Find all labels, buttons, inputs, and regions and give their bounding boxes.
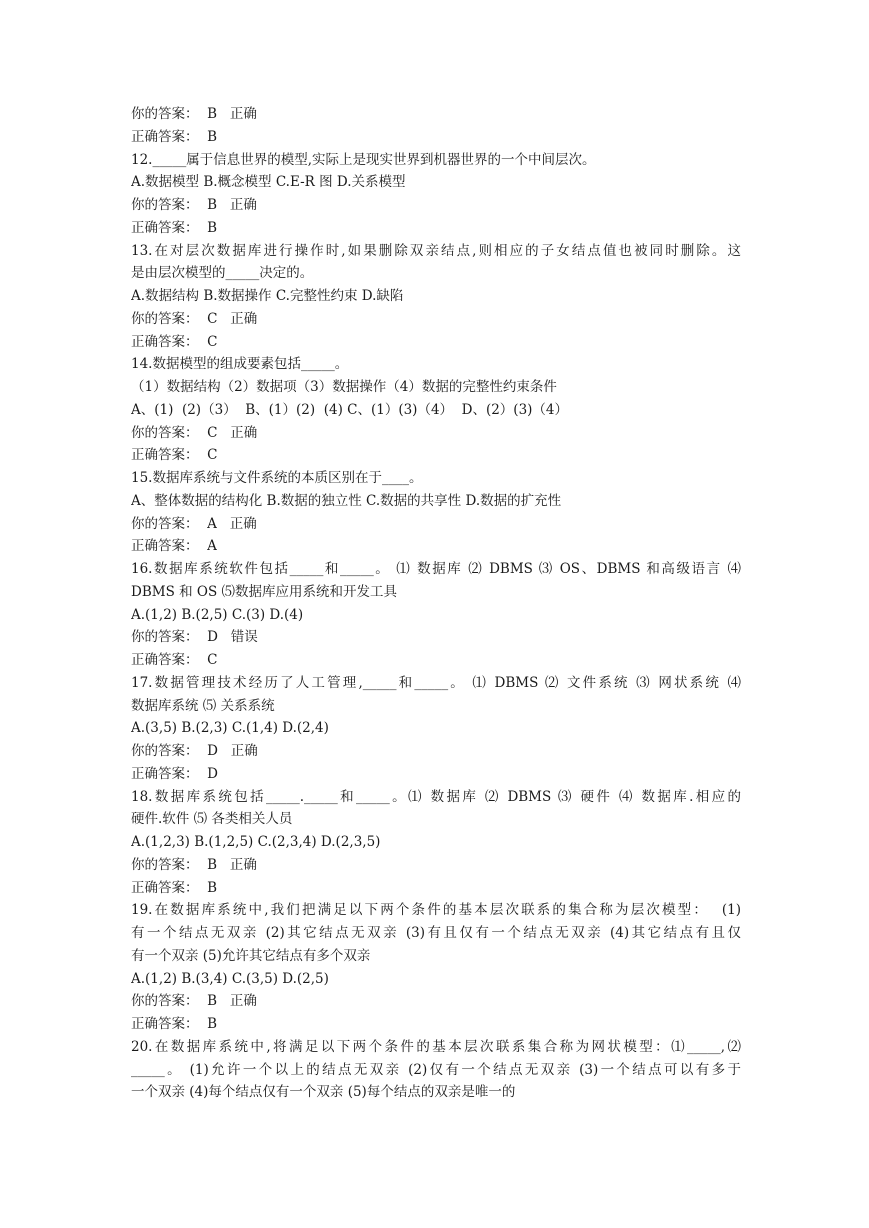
text-line: 你的答案： D 正确 bbox=[131, 743, 258, 759]
text-line: A.(1,2) B.(2,5) C.(3) D.(4) bbox=[131, 606, 304, 623]
text-line: 你的答案： C 正确 bbox=[131, 310, 258, 327]
text-line: 15.数据库系统与文件系统的本质区别在于____。 bbox=[131, 470, 423, 486]
text-line: 正确答案： D bbox=[131, 765, 218, 782]
text-line: 12._____属于信息世界的模型,实际上是现实世界到机器世界的一个中间层次。 bbox=[131, 151, 596, 168]
text-line: 20.在数据库系统中,将满足以下两个条件的基本层次联系集合称为网状模型：⑴_____,⑵ bbox=[131, 1038, 741, 1055]
text-line: 正确答案： A bbox=[131, 538, 217, 555]
text-line: A、整体数据的结构化 B.数据的独立性 C.数据的共享性 D.数据的扩充性 bbox=[131, 492, 562, 509]
text-line: 一个双亲 (4)每个结点仅有一个双亲 (5)每个结点的双亲是唯一的 bbox=[131, 1084, 516, 1101]
text-line: A.数据结构 B.数据操作 C.完整性约束 D.缺陷 bbox=[131, 288, 404, 304]
text-line: 正确答案： B bbox=[131, 879, 218, 896]
text-line: 你的答案： B 正确 bbox=[131, 197, 257, 213]
document-body bbox=[131, 103, 741, 1104]
text-line: 你的答案： D 错误 bbox=[131, 629, 258, 646]
text-line: 有一个双亲 (5)允许其它结点有多个双亲 bbox=[131, 947, 371, 964]
text-line: 正确答案： B bbox=[131, 1016, 218, 1032]
text-line: 正确答案： B bbox=[131, 219, 218, 236]
text-line: 17.数据管理技术经历了人工管理,_____和_____。 ⑴ DBMS ⑵ 文件系统 ⑶ 网状系统 ⑷ bbox=[131, 674, 741, 691]
text-line: 你的答案： A 正确 bbox=[131, 515, 257, 532]
text-line: A.(1,2) B.(3,4) C.(3,5) D.(2,5) bbox=[131, 970, 329, 987]
text-line: DBMS 和 OS ⑸数据库应用系统和开发工具 bbox=[131, 583, 398, 600]
text-line: A.(1,2,3) B.(1,2,5) C.(2,3,4) D.(2,3,5) bbox=[131, 834, 381, 850]
text-line: 正确答案： B bbox=[131, 128, 218, 145]
text-line: 是由层次模型的_____决定的。 bbox=[131, 265, 314, 282]
text-line: 18.数据库系统包括_____._____和_____。⑴ 数据库 ⑵ DBMS ⑶ 硬件 ⑷ 数据库.相应的 bbox=[131, 788, 741, 805]
text-line: 正确答案： C bbox=[131, 447, 218, 464]
text-line: 正确答案： C bbox=[131, 333, 218, 350]
text-line: 你的答案： B 正确 bbox=[131, 106, 257, 122]
text-line: 数据库系统 ⑸ 关系系统 bbox=[131, 697, 275, 714]
text-line: 16.数据库系统软件包括_____和_____。 ⑴ 数据库 ⑵ DBMS ⑶ OS、DBMS 和高级语言 ⑷ bbox=[131, 561, 741, 577]
text-line: A、(1) (2)（3） B、(1）(2) (4) C、(1）(3)（4） D、(2）(3)（4） bbox=[131, 401, 569, 418]
text-line: 你的答案： B 正确 bbox=[131, 856, 257, 873]
text-line: 14.数据模型的组成要素包括_____。 bbox=[131, 356, 349, 373]
text-line: 你的答案： C 正确 bbox=[131, 424, 258, 441]
text-line: A.(3,5) B.(2,3) C.(1,4) D.(2,4) bbox=[131, 720, 329, 737]
text-line: （1）数据结构（2）数据项（3）数据操作（4）数据的完整性约束条件 bbox=[131, 379, 557, 395]
text-line: 19.在数据库系统中,我们把满足以下两个条件的基本层次联系的集合称为层次模型： (1) bbox=[131, 902, 741, 919]
text-line: _____。 (1)允许一个以上的结点无双亲 (2)仅有一个结点无双亲 (3)一个结点可以有多于 bbox=[131, 1061, 741, 1078]
text-line: A.数据模型 B.概念模型 C.E-R 图 D.关系模型 bbox=[131, 174, 406, 191]
text-line: 有一个结点无双亲 (2)其它结点无双亲 (3)有且仅有一个结点无双亲 (4)其它结点有且仅 bbox=[131, 925, 741, 941]
text-line: 硬件.软件 ⑸ 各类相关人员 bbox=[131, 811, 293, 828]
text-line: 正确答案： C bbox=[131, 652, 218, 668]
text-line: 你的答案： B 正确 bbox=[131, 993, 257, 1010]
text-line: 13.在对层次数据库进行操作时,如果删除双亲结点,则相应的子女结点值也被同时删除。这 bbox=[131, 242, 741, 259]
